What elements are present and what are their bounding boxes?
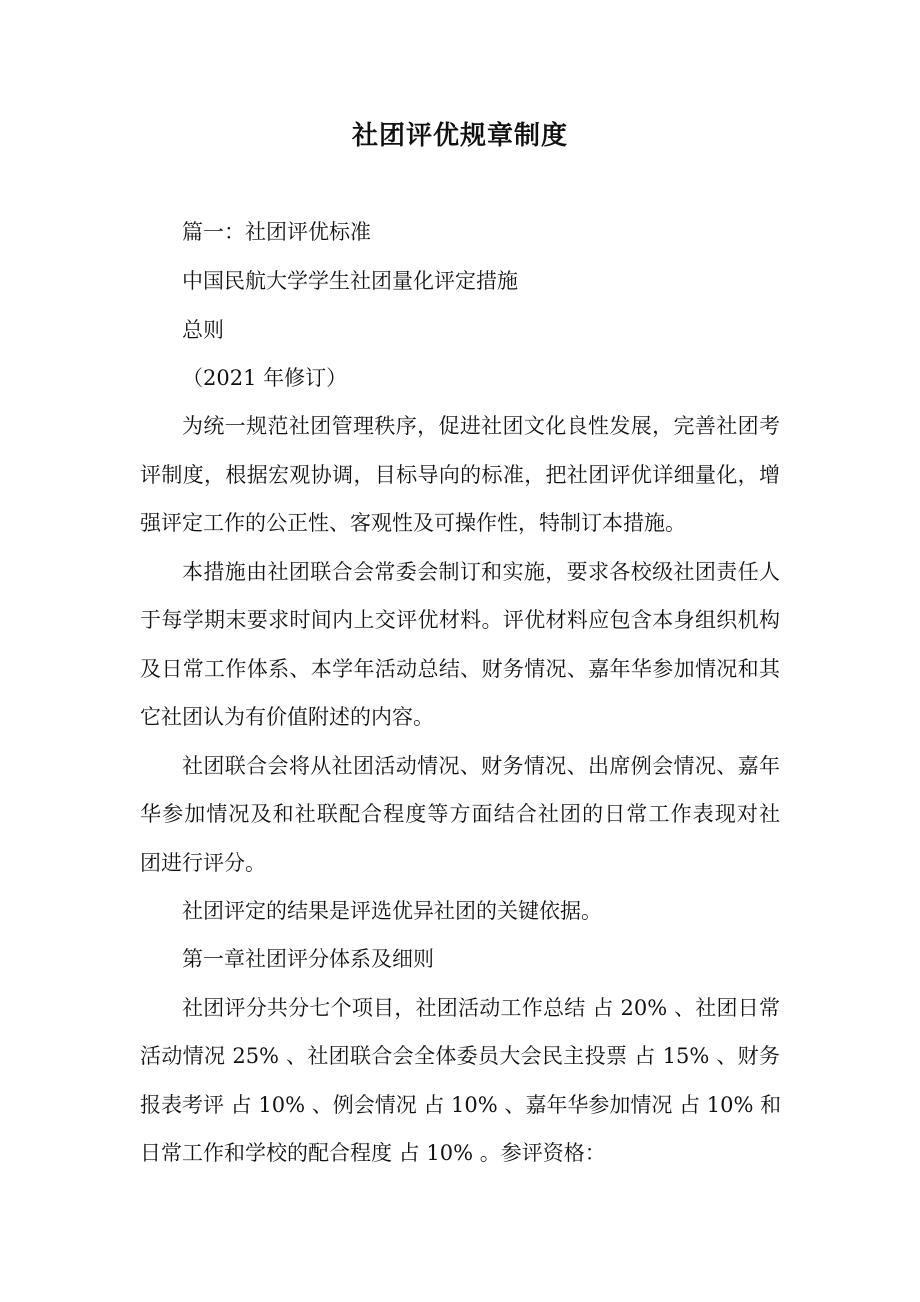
- paragraph-line: 团进行评分。: [140, 851, 266, 875]
- paragraph-line: 日常工作和学校的配合程度 占 10% 。参评资格：: [140, 1141, 606, 1165]
- chapter-heading: 第一章社团评分体系及细则: [182, 947, 434, 971]
- revision-note: （2021 年修订）: [182, 366, 348, 390]
- section-heading: 篇一：社团评优标准: [182, 220, 371, 244]
- subtitle-line: 中国民航大学学生社团量化评定措施: [182, 269, 518, 293]
- document-title: 社团评优规章制度: [351, 121, 568, 151]
- paragraph-line: 于每学期末要求时间内上交评优材料。评优材料应包含本身组织机构: [140, 608, 780, 632]
- paragraph-line: 为统一规范社团管理秩序，促进社团文化良性发展，完善社团考: [182, 414, 780, 438]
- paragraph-line: 社团评定的结果是评选优异社团的关键依据。: [182, 899, 602, 923]
- paragraph-line: 及日常工作体系、本学年活动总结、财务情况、嘉年华参加情况和其: [140, 657, 780, 681]
- paragraph-line: 报表考评 占 10% 、例会情况 占 10% 、嘉年华参加情况 占 10% 和: [140, 1093, 782, 1117]
- paragraph-line: 社团评分共分七个项目，社团活动工作总结 占 20% 、社团日常: [182, 996, 780, 1020]
- paragraph-line: 强评定工作的公正性、客观性及可操作性，特制订本措施。: [140, 511, 686, 535]
- paragraph-line: 它社团认为有价值附述的内容。: [140, 705, 434, 729]
- paragraph-line: 活动情况 25% 、社团联合会全体委员大会民主投票 占 15% 、财务: [140, 1044, 780, 1068]
- paragraph-line: 华参加情况及和社联配合程度等方面结合社团的日常工作表现对社: [140, 802, 780, 826]
- paragraph-line: 本措施由社团联合会常委会制订和实施，要求各校级社团责任人: [182, 560, 780, 584]
- paragraph-line: 社团联合会将从社团活动情况、财务情况、出席例会情况、嘉年: [182, 754, 780, 778]
- paragraph-line: 评制度，根据宏观协调，目标导向的标准，把社团评优详细量化，增: [140, 463, 780, 487]
- general-heading: 总则: [182, 318, 224, 342]
